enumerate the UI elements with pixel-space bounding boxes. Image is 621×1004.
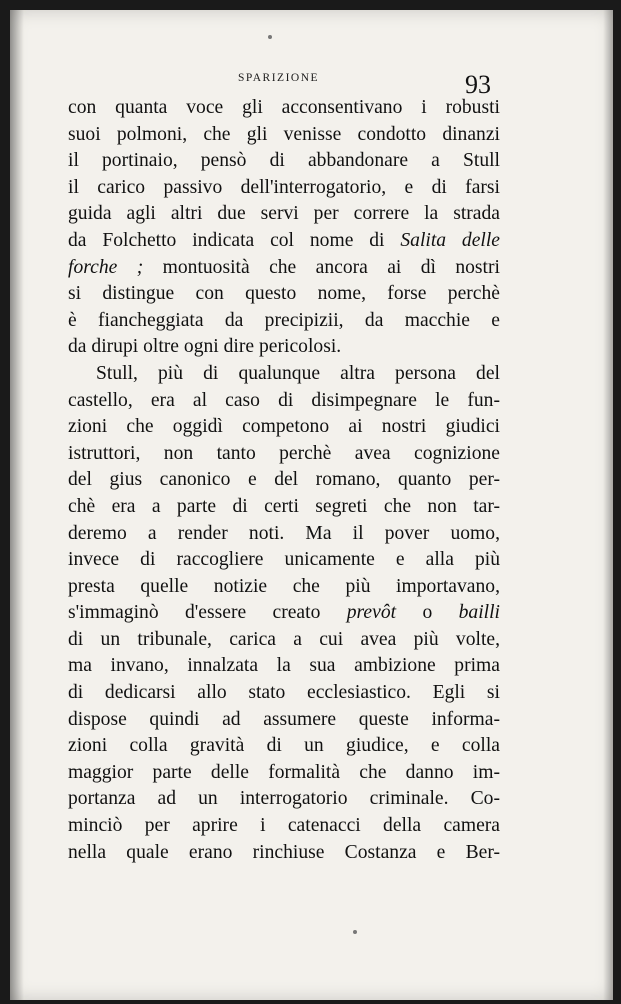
text-line: minciò per aprire i catenacci della camera bbox=[68, 815, 500, 837]
text-line: Stull, più di qualunque altra persona del bbox=[96, 362, 500, 384]
text-line: chè era a parte di certi segreti che non tar- bbox=[68, 495, 500, 517]
italic-place-name: forche ; bbox=[68, 256, 144, 278]
text-line: suoi polmoni, che gli venisse condotto dinanzi bbox=[68, 123, 500, 145]
text-line: castello, era al caso di disimpegnare le fun- bbox=[68, 389, 500, 411]
text-line: è fiancheggiata da precipizii, da macchie e bbox=[68, 309, 500, 331]
page-number: 93 bbox=[465, 70, 491, 99]
paper-speck bbox=[268, 35, 272, 39]
running-title: SPARIZIONE bbox=[238, 72, 320, 84]
text-fragment: s'immaginò d'essere creato bbox=[68, 602, 321, 624]
text-fragment: da Folchetto indicata col nome di bbox=[68, 229, 385, 251]
text-line: portanza ad un interrogatorio criminale. Co- bbox=[68, 788, 500, 810]
text-line: il carico passivo dell'interrogatorio, e di farsi bbox=[68, 176, 500, 198]
italic-term: prevôt bbox=[346, 602, 397, 624]
text-line: guida agli altri due servi per correre la strada bbox=[68, 203, 500, 225]
text-line: da dirupi oltre ogni dire pericolosi. bbox=[68, 336, 342, 358]
text-line: si distingue con questo nome, forse perchè bbox=[68, 283, 500, 305]
text-line: ma invano, innalzata la sua ambizione prima bbox=[68, 655, 500, 677]
text-line: invece di raccogliere unicamente e alla più bbox=[68, 549, 500, 571]
text-line: zioni che oggidì competono ai nostri giudici bbox=[68, 416, 500, 438]
text-fragment: montuosità che ancora ai dì nostri bbox=[162, 256, 500, 278]
text-line: il portinaio, pensò di abbandonare a Stull bbox=[68, 150, 500, 172]
italic-place-name: Salita delle bbox=[400, 229, 500, 251]
text-line: del gius canonico e del romano, quanto per- bbox=[68, 469, 500, 491]
text-line: dispose quindi ad assumere queste informa- bbox=[68, 708, 500, 730]
text-line: presta quelle notizie che più importavano, bbox=[68, 575, 500, 597]
text-fragment: o bbox=[422, 602, 433, 624]
text-line bbox=[68, 255, 500, 282]
text-line: di dedicarsi allo stato ecclesiastico. Egli si bbox=[68, 682, 500, 704]
text-line bbox=[68, 600, 500, 627]
body-text bbox=[68, 95, 500, 866]
text-line: nella quale erano rinchiuse Costanza e Ber- bbox=[68, 841, 500, 863]
paper-speck bbox=[353, 930, 357, 934]
book-page bbox=[10, 10, 613, 1000]
text-line: zioni colla gravità di un giudice, e colla bbox=[68, 735, 500, 757]
text-line: con quanta voce gli acconsentivano i robusti bbox=[68, 97, 500, 118]
text-line: istruttori, non tanto perchè avea cognizione bbox=[68, 442, 500, 464]
text-line bbox=[68, 228, 500, 255]
text-line: deremo a render noti. Ma il pover uomo, bbox=[68, 522, 500, 544]
italic-term: bailli bbox=[458, 602, 500, 624]
text-line: di un tribunale, carica a cui avea più volte, bbox=[68, 628, 500, 650]
text-line: maggior parte delle formalità che danno im- bbox=[68, 761, 500, 783]
